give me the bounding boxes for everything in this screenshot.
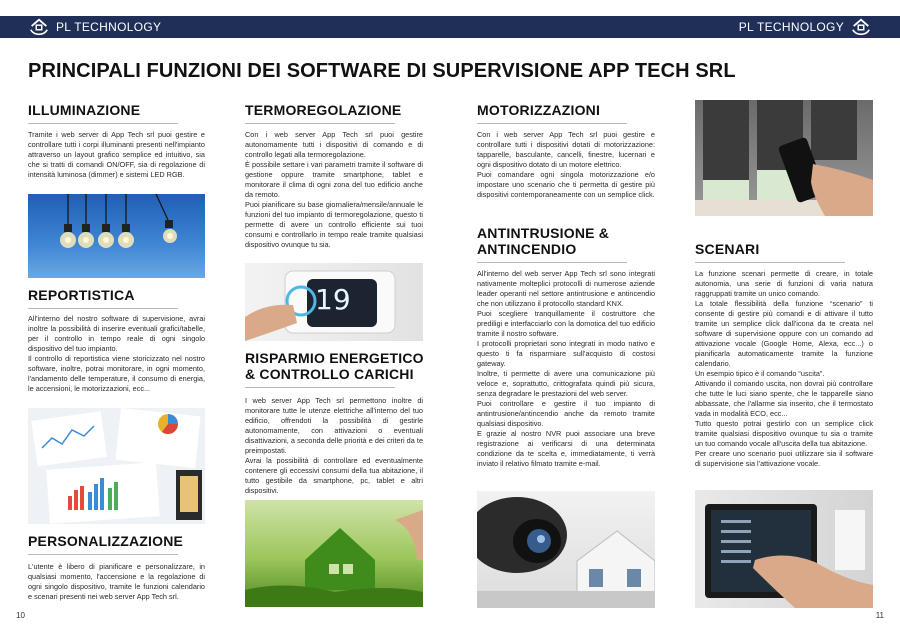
house-hand-logo-icon xyxy=(850,16,872,38)
paragraph: Tramite i web server di App Tech srl puoi gestire e controllare tutti i corpi illuminanti presenti nell'impianto attraverso un layout grafico semplice ed intuitivo, sia che si tratti di comandi ON/OFF, sia di regolazione di intensità luminosa (dimmer) e sistemi LED RGB. xyxy=(28,130,205,179)
light-bulbs-image xyxy=(28,194,205,278)
paragraph: I web server App Tech srl permettono inoltre di monitorare tutte le utenze elettriche all'interno del tuo edificio, offrendoti la possibilità di gestirle autonomamente, con attivazioni o eventuali disattivazioni, a seconda delle priorità e dei criteri da te preimpostati. xyxy=(245,396,423,455)
green-house-grass-image xyxy=(245,500,423,607)
paragraph: All'interno del nostro software di supervisione, avrai inoltre la possibilità di inserire eventuali grafici/tabelle, per il controllo in tempo reale di ogni singolo dispositivo del tuo impianto. xyxy=(28,314,205,353)
thermostat-image xyxy=(245,263,423,341)
section-title-illuminazione: ILLUMINAZIONE xyxy=(28,102,178,124)
security-camera-house-image xyxy=(477,491,655,608)
paragraph: Il controllo di reportistica viene storicizzato nel nostro software, inoltre, potrai monitorare, in ogni momento, l'andamento delle temperature, il consumo di energia, le accensioni, le motorizzazioni, ecc... xyxy=(28,354,205,393)
paragraph: La totale flessibilità della funzione “scenario” ti consente di gestire più comandi e di attivare il tutto tramite un semplice click dall'icona da te creata nel software di supervisione oppure con un comando ad attivazione vocale (Google Home, Alexa, ecc...) o pianificarla automaticamente tramite la funzione calendario. xyxy=(695,299,873,368)
thermostat-display: 19 xyxy=(315,283,351,316)
reports-charts-image xyxy=(28,408,205,524)
paragraph: Tutto questo potrai gestirlo con un semplice click tramite qualsiasi dispositivo ovunque tu sia o tramite un tuo comando vocale all'uscita della tua abitazione. xyxy=(695,419,873,448)
paragraph: I protocolli proprietari sono integrati in modo nativo e questo ti fa risparmiare sull'acquisto di costosi gateway. xyxy=(477,339,655,368)
paragraph: Attivando il comando uscita, non dovrai più controllare che tutte le luci siano spente, che le tapparelle siano abbassate, che l'allarme sia inserito, che il termostato vada in modalità ECO, ecc... xyxy=(695,379,873,418)
section-title-personalizzazione: PERSONALIZZAZIONE xyxy=(28,533,183,555)
paragraph: Puoi pianificare su base giornaliera/mensile/annuale le funzioni del tuo impianto di termoregolazione, questo ti permette di avere un controllo efficiente sui tuoi consumi e controllarlo in tempo reale tramite qualsiasi dispositivo ovunque tu sia. xyxy=(245,200,423,249)
header-bar xyxy=(0,16,900,38)
paragraph: Inoltre, ti permette di avere una comunicazione più veloce e, soprattutto, crittografata quindi più sicura, senza degradare le prestazioni del web server. xyxy=(477,369,655,398)
brand-left-label: PL TECHNOLOGY xyxy=(56,20,162,34)
paragraph: Avrai la possibilità di controllare ed eventualmente contenere gli eccessivi consumi della tua abitazione, il tutto gestibile da smartphone, pc, tablet e altri dispositivi. xyxy=(245,456,423,495)
section-title-termoregolazione: TERMOREGOLAZIONE xyxy=(245,102,401,124)
section-text-risparmio-energetico xyxy=(245,396,423,496)
touch-panel-image xyxy=(695,490,873,608)
brand-right-label: PL TECHNOLOGY xyxy=(738,20,844,34)
section-text-personalizzazione xyxy=(28,562,205,602)
paragraph: Puoi controllare e gestire il tuo impianto di antintrusione/antincendio anche da remoto tramite qualsiasi dispositivo. xyxy=(477,399,655,428)
paragraph: Per creare uno scenario puoi utilizzare sia il software di supervisione sia l'attivazione vocale. xyxy=(695,449,873,468)
section-title-reportistica: REPORTISTICA xyxy=(28,287,178,309)
section-title-antintrusione: ANTINTRUSIONE & ANTINCENDIO xyxy=(477,225,627,263)
page-title: PRINCIPALI FUNZIONI DEI SOFTWARE DI SUPERVISIONE APP TECH SRL xyxy=(28,60,736,82)
paragraph: Con i web server App Tech srl puoi gestire autonomamente tutti i dispositivi di comando e di controllo legati alla termoregolazione. xyxy=(245,130,423,159)
section-title-risparmio-energetico: RISPARMIO ENERGETICO & CONTROLLO CARICHI xyxy=(245,350,435,388)
paragraph: Puoi comandare ogni singola motorizzazione e/o impostare uno scenario che ti permetta di gestire più dispositivi contemporaneamente con un semplice click. xyxy=(477,170,655,199)
page-number-right: 11 xyxy=(875,611,884,620)
brand-right xyxy=(739,16,872,38)
blinds-smartphone-image xyxy=(695,100,873,216)
paragraph: Puoi scegliere tranquillamente il costruttore che prediligi e interfacciarlo con la domotica del tuo edificio tramite il nostro software. xyxy=(477,309,655,338)
section-text-termoregolazione xyxy=(245,130,423,250)
section-text-reportistica xyxy=(28,314,205,394)
paragraph: All'interno del web server App Tech srl sono integrati nativamente molteplici protocolli di numerose aziende leader operanti nel settore antintrusione e antincendio che non utilizzano il protocollo standard KNX. xyxy=(477,269,655,308)
section-text-antintrusione xyxy=(477,269,655,469)
section-title-scenari: SCENARI xyxy=(695,241,845,263)
paragraph: È possibile settare i vari parametri tramite il software di gestione oppure tramite smartphone, tablet e monitorare il clima di ogni zona del tuo edificio anche da remoto. xyxy=(245,160,423,199)
paragraph: Un esempio tipico è il comando “uscita”. xyxy=(695,369,825,378)
section-text-illuminazione xyxy=(28,130,205,180)
paragraph: Con i web server App Tech srl puoi gestire e controllare tutti i dispositivi dotati di motorizzazione: tapparelle, basculante, cancelli, finestre, lucernari e ogni dispositivo dotato di un motore elettrico. xyxy=(477,130,655,169)
paragraph: L'utente è libero di pianificare e personalizzare, in qualsiasi momento, l'accensione e la regolazione di ogni singolo dispositivo, tramite le funzioni calendario e scenari presenti nei web server App Tech srl. xyxy=(28,562,205,601)
paragraph: E grazie al nostro NVR puoi associare una breve registrazione ai verificarsi di una determinata condizione da te scelta e, immediatamente, ti verrà inviato il relativo filmato tramite e-mail. xyxy=(477,429,655,468)
section-text-motorizzazioni xyxy=(477,130,655,200)
paragraph: La funzione scenari permette di creare, in totale autonomia, una serie di funzioni di varia natura raggruppati tramite un unico comando. xyxy=(695,269,873,298)
house-hand-logo-icon xyxy=(28,16,50,38)
brand-left xyxy=(28,16,161,38)
page-number-left: 10 xyxy=(16,611,25,620)
section-title-motorizzazioni: MOTORIZZAZIONI xyxy=(477,102,627,124)
section-text-scenari xyxy=(695,269,873,469)
